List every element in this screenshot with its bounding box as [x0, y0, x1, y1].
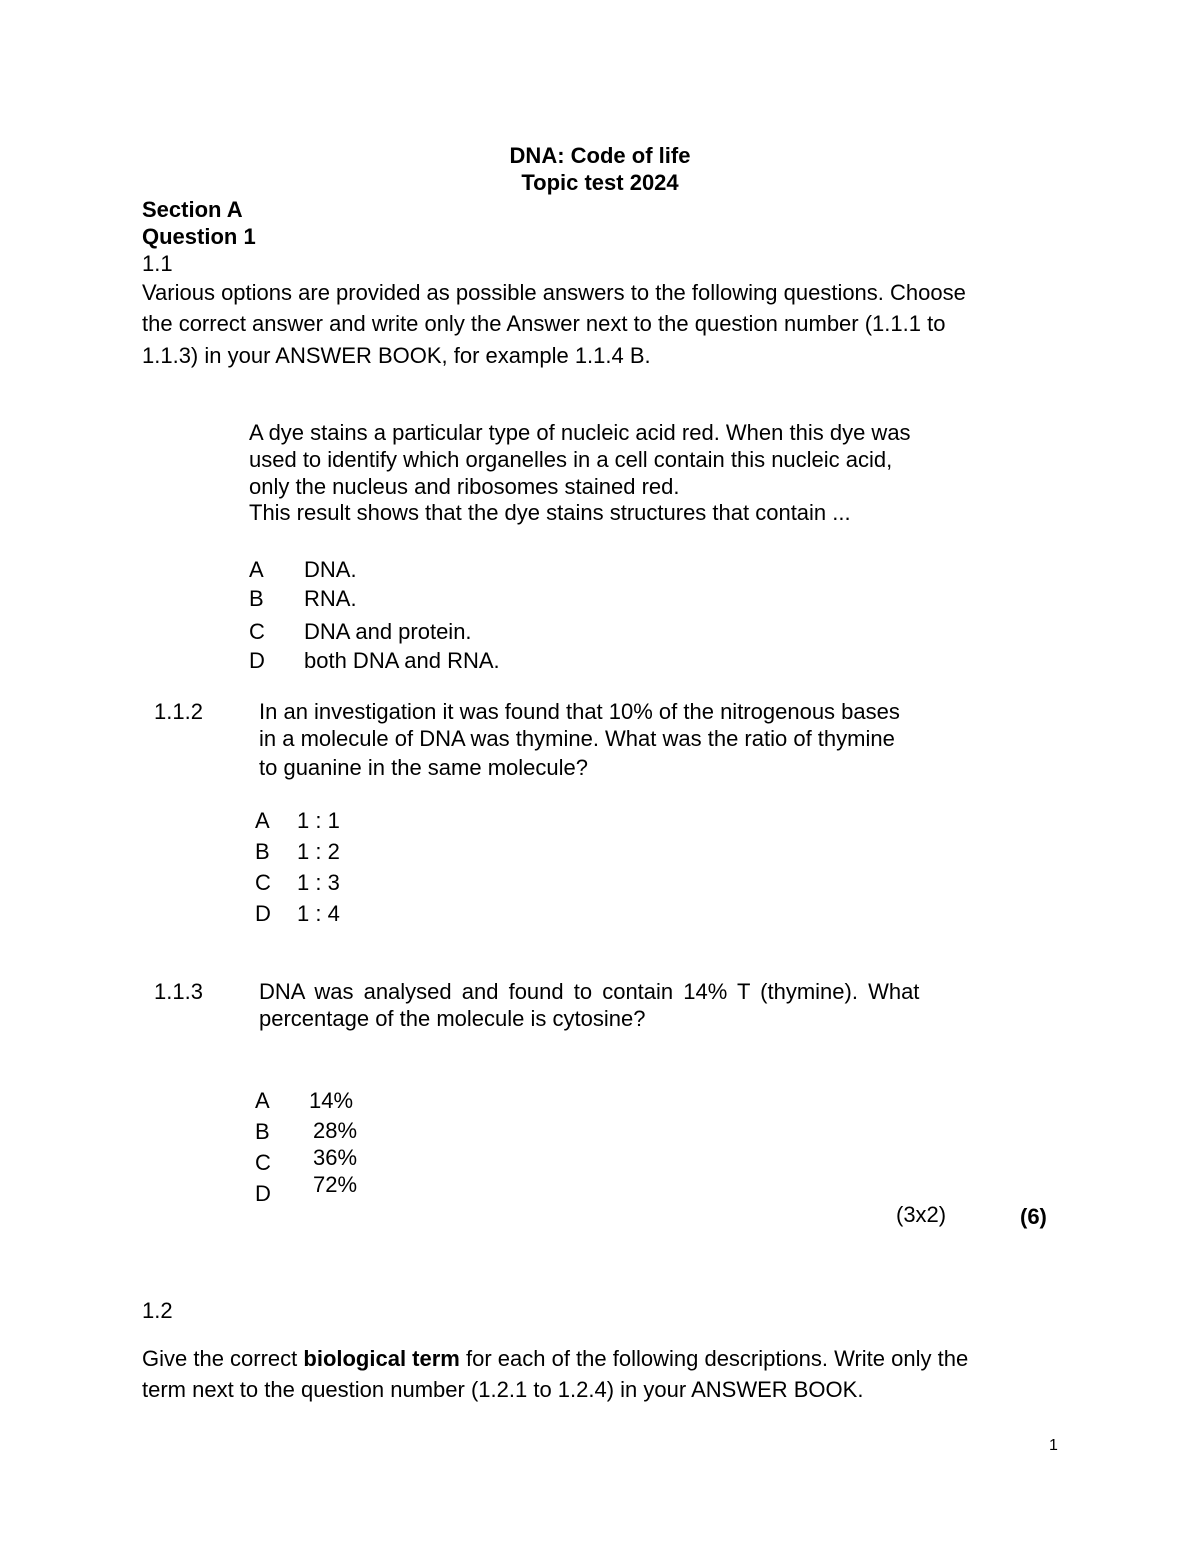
option-text: 72%	[313, 1172, 358, 1197]
option-text: 1 : 4	[297, 901, 340, 926]
marks-total: (6)	[1020, 1204, 1047, 1229]
question-stem-line: In an investigation it was found that 10% of the nitrogenous bases	[259, 699, 900, 724]
document-title: DNA: Code of life	[509, 143, 691, 168]
option-letter: B	[249, 586, 264, 611]
document-subtitle: Topic test 2024	[521, 170, 679, 195]
option-letter: A	[255, 808, 270, 833]
marks-breakdown: (3x2)	[896, 1202, 947, 1227]
question-number-1-2: 1.2	[142, 1298, 173, 1323]
question-number-1-1-3: 1.1.3	[154, 979, 203, 1004]
key-phrase: biological term	[303, 1346, 460, 1371]
option-letter: C	[255, 870, 271, 895]
option-text: 1 : 2	[297, 839, 340, 864]
option-text: both DNA and RNA.	[304, 648, 500, 673]
option-text: 14%	[309, 1088, 354, 1113]
option-text: 28%	[313, 1118, 358, 1143]
question-stem-line: only the nucleus and ribosomes stained red.	[249, 474, 680, 499]
question-number-1-1-2: 1.1.2	[154, 699, 203, 724]
question-stem-line: in a molecule of DNA was thymine. What was the ratio of thymine	[259, 726, 895, 751]
option-text: DNA.	[304, 557, 357, 582]
option-letter: C	[249, 619, 265, 644]
option-letter: D	[249, 648, 265, 673]
instruction-line: 1.1.3) in your ANSWER BOOK, for example 1.1.4 B.	[142, 343, 651, 368]
option-letter: A	[255, 1088, 270, 1113]
instruction-line: Various options are provided as possible answers to the following questions. Choose	[142, 280, 966, 305]
question-stem-line: DNA was analysed and found to contain 14% T (thymine). What	[259, 979, 920, 1004]
instruction-line: the correct answer and write only the Answer next to the question number (1.1.1 to	[142, 311, 946, 336]
option-letter: D	[255, 1181, 271, 1206]
option-letter: D	[255, 901, 271, 926]
section-label: Section A	[142, 197, 243, 222]
option-letter: A	[249, 557, 264, 582]
option-text: 36%	[313, 1145, 358, 1170]
option-text: DNA and protein.	[304, 619, 472, 644]
question-label: Question 1	[142, 224, 256, 249]
question-stem-line: to guanine in the same molecule?	[259, 755, 588, 780]
question-stem-line: used to identify which organelles in a cell contain this nucleic acid,	[249, 447, 893, 472]
question-stem-line: percentage of the molecule is cytosine?	[259, 1006, 646, 1031]
option-letter: C	[255, 1150, 271, 1175]
option-text: 1 : 3	[297, 870, 340, 895]
instruction-line	[142, 1346, 968, 1372]
instruction-line: term next to the question number (1.2.1 to 1.2.4) in your ANSWER BOOK.	[142, 1377, 864, 1402]
option-letter: B	[255, 839, 270, 864]
page-number: 1	[1049, 1437, 1058, 1454]
instruction-text: Give the correct	[142, 1346, 304, 1371]
question-stem-line: This result shows that the dye stains structures that contain ...	[249, 500, 851, 525]
instruction-text: for each of the following descriptions. Write only the	[459, 1346, 969, 1371]
question-stem-line: A dye stains a particular type of nucleic acid red. When this dye was	[249, 420, 911, 445]
option-letter: B	[255, 1119, 270, 1144]
option-text: 1 : 1	[297, 808, 340, 833]
question-number-1-1: 1.1	[142, 251, 173, 276]
option-text: RNA.	[304, 586, 357, 611]
